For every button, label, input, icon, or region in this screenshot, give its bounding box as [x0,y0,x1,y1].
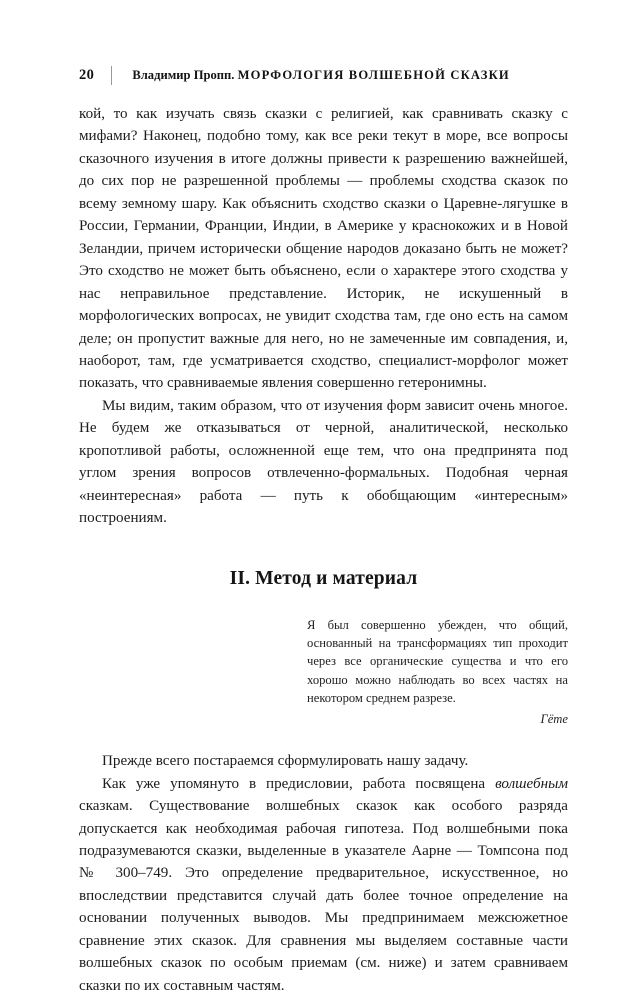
paragraph-forms-matter: Мы видим, таким образом, что от изучения форм зависит очень многое. Не будем же отказываться от черной, аналитической, несколько кропотливой работы, осложненной еще тем, что она предпринята под углом зрения вопросов отвлеченно-формальных. Подобная черная «неинтересная» работа — путь к обобщающим «интересным» построениям. [79,397,568,527]
running-head [79,64,567,86]
paragraph-continued: кой, то как изучать связь сказки с религией, как сравнивать сказку с мифами? Наконец, подобно тому, как все реки текут в море, все вопросы сказочного изучения в итоге должны привести к разрешению важнейшей, до сих пор не разрешенной проблемы — проблемы сходства сказок по всему земному шару. Как объяснить сходство сказки о Царевне-лягушке в России, Германии, Франции, Индии, в Америке у краснокожих и в Новой Зеландии, причем исторически общение народов доказано быть не может? Это сходство не может быть объяснено, если о характере этого сходства у нас неправильное представление. Историк, не искушенный в морфологических вопросах, не увидит сходства там, где оно есть на самом деле; он пропустит важные для него, но не замеченные им совпадения, и, наоборот, там, где усматривается сходство, специалист-морфолог может показать, что сравниваемые явления совершенно гетеронимны. [79,106,568,392]
running-head-author: Владимир Пропп. [132,67,238,82]
page-number: 20 [79,66,95,83]
epigraph-attribution: Гёте [540,712,568,726]
term-volshebnym: волшебным [495,775,568,792]
paragraph-wondertales-rest: сказкам. Существование волшебных сказок как особого разряда допускается как необходимая рабочая гипотеза. Под волшебными пока подразумеваются сказки, выделенные в указателе Аарне — Томпсона под № 300–749. Это определение предварительное, искусственное, но впоследствии представится случай дать более точное определение на основании полученных выводов. Мы предпринимаем межсюжетное сравнение этих сказок. Для сравнения мы выделяем составные части волшебных сказок по особым приемам (см. ниже) и затем сравниваем сказки по их составным частям. [79,798,568,994]
running-head-title [132,69,510,82]
epigraph-quote: Я был совершенно убежден, что общий, основанный на трансформациях тип проходит через все органические существа и что его хорошо можно наблюдать во всех частях на некотором среднем разрезе. [307,617,568,705]
text-column [79,103,568,997]
epigraph-block [307,591,568,728]
section-heading: II. Метод и материал [229,567,418,589]
epigraph-spacer [79,728,568,750]
running-head-divider [111,66,112,85]
paragraph-wondertales [79,773,568,998]
running-head-work: МОРФОЛОГИЯ ВОЛШЕБНОЙ СКАЗКИ [237,67,510,82]
paragraph-task-statement: Прежде всего постараемся сформулировать нашу задачу. [102,753,469,770]
paragraph-wondertales-lead: Как уже упомянуто в предисловии, работа посвящена [102,775,496,792]
